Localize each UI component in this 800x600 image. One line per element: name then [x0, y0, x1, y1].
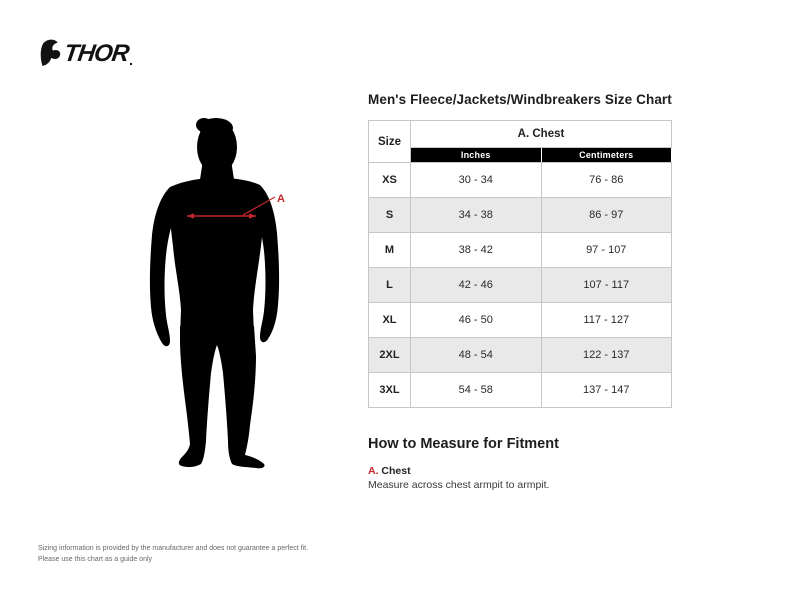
centimeters-value: 97 - 107: [541, 233, 672, 268]
fitment-item-name: Chest: [381, 465, 411, 477]
table-row: [369, 268, 672, 303]
size-label: XL: [369, 303, 411, 338]
inches-value: 30 - 34: [411, 163, 542, 198]
column-header-chest: A. Chest: [411, 121, 672, 148]
male-body-silhouette: [104, 114, 340, 470]
inches-value: 48 - 54: [411, 338, 542, 373]
inches-value: 54 - 58: [411, 373, 542, 408]
size-chart-title: Men's Fleece/Jackets/Windbreakers Size Chart: [368, 92, 672, 107]
size-label: XS: [369, 163, 411, 198]
inches-value: 42 - 46: [411, 268, 542, 303]
size-label: L: [369, 268, 411, 303]
column-header-size: Size: [369, 121, 411, 163]
table-row: [369, 373, 672, 408]
size-label: 3XL: [369, 373, 411, 408]
body-shape: [150, 118, 279, 468]
size-label: S: [369, 198, 411, 233]
centimeters-value: 117 - 127: [541, 303, 672, 338]
inches-value: 46 - 50: [411, 303, 542, 338]
centimeters-value: 122 - 137: [541, 338, 672, 373]
thor-logo-text: THOR: [62, 40, 131, 67]
table-row: [369, 198, 672, 233]
centimeters-value: 86 - 97: [541, 198, 672, 233]
fitment-item-key: A.: [368, 465, 379, 477]
fitment-item-description: Measure across chest armpit to armpit.: [368, 479, 550, 491]
centimeters-value: 107 - 117: [541, 268, 672, 303]
fitment-section-title: How to Measure for Fitment: [368, 436, 559, 452]
centimeters-value: 76 - 86: [541, 163, 672, 198]
size-table-body: [369, 163, 672, 408]
centimeters-value: 137 - 147: [541, 373, 672, 408]
size-chart-panel: [368, 92, 674, 491]
table-row: [369, 233, 672, 268]
silhouette-graphic: [104, 114, 340, 470]
size-chart-table: [368, 120, 672, 408]
thor-logo-trademark-dot: [130, 63, 132, 65]
disclaimer-line-1: Sizing information is provided by the manufacturer and does not guarantee a perfect fit.: [38, 545, 309, 552]
table-row: [369, 303, 672, 338]
thor-logo: [40, 38, 132, 68]
thor-helmet-icon: [40, 38, 61, 68]
table-row: [369, 338, 672, 373]
table-row: [369, 163, 672, 198]
disclaimer-line-2: Please use this chart as a guide only: [38, 555, 153, 563]
measurement-a-label: A: [277, 193, 285, 205]
size-label: M: [369, 233, 411, 268]
column-header-centimeters: Centimeters: [541, 148, 672, 163]
size-table-header: [369, 121, 672, 163]
inches-value: 34 - 38: [411, 198, 542, 233]
disclaimer-footer: [38, 544, 308, 565]
fitment-item-label: [368, 465, 674, 477]
column-header-inches: Inches: [411, 148, 542, 163]
fitment-item-chest: [368, 465, 674, 491]
size-label: 2XL: [369, 338, 411, 373]
inches-value: 38 - 42: [411, 233, 542, 268]
